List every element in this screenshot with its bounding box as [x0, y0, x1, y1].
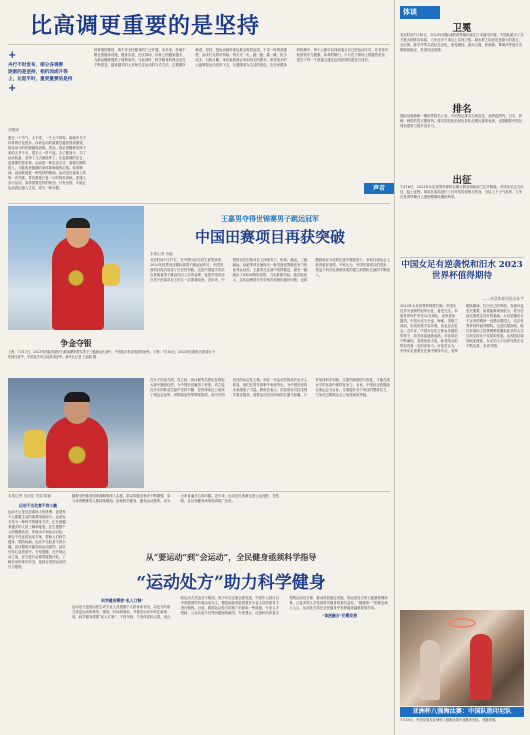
photo-description: 上图：7月17日，2023年国际田联钻石联赛摩纳哥站男子三级跳远比赛中，中国选手朱亚明获得冠军。下图：7月16日，2023年田联钻石联赛女子铅球比赛中，中国选手巩立姣获得亚军。新华社记者 王丽莉 摄 [8, 350, 215, 359]
top-headline-box [8, 8, 390, 44]
athlete-photo-1 [8, 206, 144, 330]
top-sub-line: 逐渐的是坚持，相机而或升等 [8, 70, 68, 75]
middle-body-continued: 在女子田赛方面，巩立姣、刘诗颖等名将也在国际大赛中屡创佳绩，为中国田径赢得了荣誉。巩立姣在多年的职业生涯中坚持不懈，在铅球项目上取得了奥运会冠军、世锦赛冠军等辉煌战绩，成为中国田径的标志性人物。年轻一代运动员的成长也令人欣喜，他们在青年赛事中表现突出，为中国田径的未来储备了力量。教练员表示，田赛项目对技术细节要求极高，需要运动员长时间的打磨与积累。只有坚持科学训练，注重伤病预防与恢复，才能在高水平的比赛中保持竞争力。未来，中国田径将继续以奥运会为目标，全面提升各个项目的整体实力，力争在巴黎奥运会上取得新的突破。 [150, 378, 390, 397]
divider [8, 203, 390, 204]
bottom-subhead-2: “体医融合”仍需发展 [322, 613, 358, 618]
middle-author: 本报记者 刘毅 [150, 252, 173, 256]
medal-icon [68, 270, 84, 286]
medal-icon [68, 446, 86, 464]
plus-icon: + [8, 83, 17, 94]
team-headline: 中国女足有逆袭悦和汨水 2023世界杯值得期待 [401, 260, 523, 281]
basketball-text: 7月18日，中国女篮在亚洲杯八强淘汰赛中战胜印尼队，晋级四强。 [400, 718, 499, 722]
bottom-author: 本报记者 吴佳佳 朱丽 陈颖 [8, 494, 51, 498]
bottom-left-column [8, 501, 68, 731]
divider [8, 491, 390, 492]
team-subtitle: ——对话体育评论员孙宇 [482, 296, 524, 301]
top-sub-line: 央行不时发布、部分各调要 [8, 63, 64, 68]
bottom-body [72, 596, 390, 730]
basketball-caption: 亚洲杯八强淘汰赛：中国队胜印尼队 [400, 707, 524, 717]
top-body-text-columns: 体育强国建设，离不开全民健身的广泛开展。近年来，各地不断完善健身设施，健身步道、社区球场、体育公园越来越多，为群众锻炼提供了便利条件。与此同时，科学健身的理念也在不断普及，越来越多的人开始关注运动的方式方法，注重循序渐进。坚持，是运动最朴素也最宝贵的品质。不求一时的高强度，而求长久的可持续。每天走一走、跑一跑、跳一跳，积少成多，日积月累，身体素质就会得到切实的提升。希望更多的人能够把运动坚持下去，让健康成为生活的底色。在全民健身的热潮中，每个人都可以找到适合自己的运动方式，在坚持中收获快乐与健康。体育的魅力，不只在于赛场上的激烈竞争，更在于每一个普通人通过运动获得的改变与成长。 [94, 48, 389, 67]
section-tag: 体谈 [400, 6, 440, 19]
bottom-left-subhead: 运动不当危害不容小觑 [19, 503, 57, 508]
wei-title: 卫冕 [452, 23, 472, 34]
middle-kicker: 王嘉男夺得世锦赛男子跳远冠军 [221, 214, 319, 223]
rank-body: 国际足联最新一期世界排名公布，中国男足排名出现变化。亚洲范围内，日本、伊朗、韩国仍然占据前列。排名的变化折射出各队近期比赛的表现，也提醒着中国足球仍需努力提升竞争力。 [400, 114, 523, 128]
plus-icon: + [8, 50, 17, 61]
mascot-shape [24, 430, 46, 458]
bottom-kicker: 从“要运动”到“会运动”，全民健身亟须科学指导 [145, 552, 317, 562]
bottom-left-body: 运动不止是竞技赛场上的拼搏，更是每个人健康生活的重要组成部分。运动处方作为一种科学的健身方法，正在被越来越多的人所了解和接受。医生根据个人的健康状况、体能水平和运动目标，制定个性化的运动方案，帮助人们科学健身、预防疾病。运动不当危害不容小觑，盲目锻炼可能导致运动损伤，甚至引发心血管意外。专家提醒，在开始运动之前，应当进行必要的健康评估，了解自身的身体状况，选择合适的运动项目与强度。 [8, 510, 66, 569]
athlete-hair-shape [64, 392, 90, 402]
athlete-hair-shape [66, 218, 90, 228]
bottom-subhead-1: 科学健身需要“私人订制” [101, 598, 144, 603]
voice-tag: 声音 [364, 183, 394, 194]
top-sub-line: 上，比起平时，重更重要的是持 [8, 77, 73, 82]
middle-headline: 中国田赛项目再获突破 [194, 228, 345, 246]
athlete-photo-2 [8, 378, 144, 488]
player-shape [420, 640, 440, 700]
wei-body: 北京时间7月16日，2023年国际泳联世界锦标赛在日本福冈开幕。中国队派出了实力强大的阵容参赛，力争在多个项目上实现卫冕。跳水梦之队依旧是最大的看点，全红婵、陈芋汐等名将状态出色，备受期待。游泳方面，张雨霏、覃海洋等选手近期表现稳定，有望冲击奖牌。 [400, 33, 524, 52]
hoop-shape [448, 618, 476, 628]
photo-caption: 争金夺银 [60, 339, 92, 348]
top-headline: 比高调更重要的是坚持 [30, 13, 261, 39]
top-body-text: 夏至一个节气，太平常，一个大不同有。新闻中关于体育的讨论很多。体育运动的重要性越发得到重视，群众参与的热情越发高涨。然而，真正将锻炼坚持下来的人并不多。很多人一时兴起，办了健身卡，买了运动装备，坚持了几天就放弃了。比起高调的宣言，更重要的是坚持。运动是一种生活方式，需要长期的投入，才能收获健康的身体和愉悦的心情。体育精神，说到底就是一种坚持的精神。运动员在赛场上的每一次突破，背后都是日复一日的刻苦训练。普通人参与运动，同样需要这样的韧劲。只有坚持，才能让运动真正融入生活，成为一种习惯。 [8, 136, 86, 190]
chu-body: 7月16日，2023年女足世界杯即将在澳大利亚和新西兰拉开帷幕。中国女足正式出征，踏上征程。球队在赛前进行了针对性的训练与热身，全队上下士气高昂，力争在世界杯舞台上展现铿锵玫瑰的风采。 [400, 185, 524, 199]
mascot-shape [102, 264, 120, 286]
bottom-headline: “运动处方”助力科学健身 [136, 573, 326, 593]
basketball-photo [400, 610, 524, 706]
divider [400, 257, 524, 258]
player-shape [470, 634, 492, 700]
team-body: 2023年女足世界杯即将打响，中国女足作为亚洲杯冠军出征，备受关注。本届世界杯扩军至32支球队，竞争更加激烈。中国女足与丹麦、海地、英格兰同组，出线形势不容乐观，但也存在机会。近年来，中国女足在主帅水庆霞的带领下，战术体系逐渐成熟，年轻球员不断涌现，老将经验丰富，新老结合的阵容具备一定的竞争力。评论员认为，中国女足需要在比赛中保持专注，发挥团队精神，打出自己的风格。首战丹麦至关重要，如果能够拿到积分，将为后续比赛奠定良好的基础。女足姑娘们永不言弃的精神一直感动着国人，这次世界杯同样值得期待。无论结果如何，她们在赛场上的拼搏都将激励更多的人关注和支持女子足球的发展。从校园足球到职业联赛，女足的人才培养体系正在不断完善，未来可期。 [400, 304, 524, 353]
chu-title: 出征 [452, 175, 472, 186]
top-author: 刘敬诚 [8, 128, 19, 132]
rank-title: 排名 [452, 104, 472, 115]
bottom-intro-body: 随着全民健身国家战略的深入实施，群众的健身意识不断增强，参与体育锻炼的人数持续增加。如何科学健身、避免运动损伤，成为大家普遍关心的问题。近年来，运动处方逐渐走进公众视野，在医院、社区和健身场所得到推广应用。 [72, 494, 279, 503]
divider [8, 44, 390, 45]
bottom-body-text: 运动处方是指由医生或专业人员根据个人的身体状况，以处方的形式规定运动的种类、强度、时间和频率，并提出运动中的注意事项。科学健身需要“私人订制”，不同年龄、不同体质的人群，适合的运动方式也各不相同。青少年应注重全面发展，中老年人则应以中低强度的有氧运动为主，慢性病患者更需要在专业人员的指导下进行锻炼。目前，我国运动处方的推广仍面临一些挑战，专业人才短缺、公众认知不足等问题亟待解决。专家建议，应加快培养复合型的运动处方师，推动体医融合发展，将运动处方纳入健康管理体系，让更多的人享受到科学健身带来的益处。“健康第一”的理念深入人心，运动处方将在全民健身中发挥越来越重要的作用。 [72, 596, 388, 619]
middle-body: 北京时间7月17日，在中国田径名将王嘉男获得2023年世界田径锦标赛男子跳远冠军后，中国田赛项目再次取得了历史性突破。这是中国选手首次在世锦赛男子跳远项目上夺得金牌，也是中国田径在男子田赛项目上的又一次重要收获。近年来，中国田径在田赛项目上持续发力，铅球、跳远、三级跳远、标枪等项目涌现出一批具备世界级竞争力的优秀运动员。王嘉男在比赛中发挥稳定，最后一跳跳出了8米36的好成绩，力压群雄夺冠。赛后他表示，这枚金牌是对多年刻苦训练的最好回报，也将激励他在今后的比赛中继续努力，争取在奥运会上取得更好成绩。专家认为，中国田赛项目的进步，得益于科学化训练体系的建立和国际交流的不断深入。 [150, 258, 390, 282]
